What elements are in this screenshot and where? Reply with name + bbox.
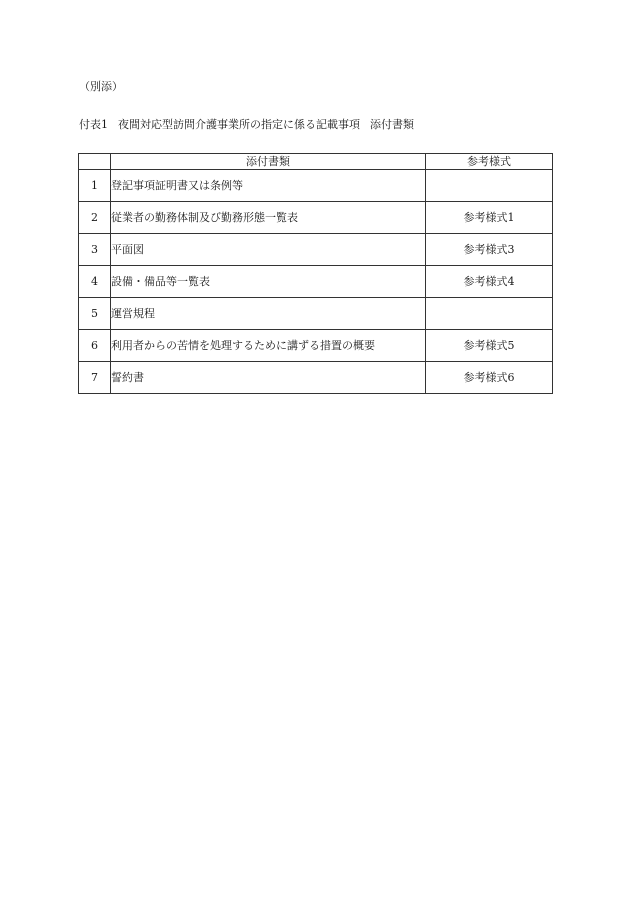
- caption-prefix: 付表1: [79, 118, 108, 131]
- row-reference-form: [426, 298, 553, 330]
- attachment-note: （別添）: [79, 80, 123, 93]
- table-row: [79, 298, 553, 330]
- row-reference-form: 参考様式6: [426, 362, 553, 394]
- row-reference-form: [426, 170, 553, 202]
- row-document: 設備・備品等一覧表: [111, 266, 426, 298]
- caption-title: 夜間対応型訪問介護事業所の指定に係る記載事項: [118, 118, 360, 131]
- row-document: 利用者からの苦情を処理するために講ずる措置の概要: [111, 330, 426, 362]
- table-row: [79, 202, 553, 234]
- attachment-documents-table: [78, 153, 553, 394]
- table-caption: [79, 118, 414, 132]
- row-document: 運営規程: [111, 298, 426, 330]
- row-reference-form: 参考様式5: [426, 330, 553, 362]
- caption-suffix: 添付書類: [370, 118, 414, 131]
- row-document: 登記事項証明書又は条例等: [111, 170, 426, 202]
- row-document: 誓約書: [111, 362, 426, 394]
- row-document: 平面図: [111, 234, 426, 266]
- table-row: [79, 266, 553, 298]
- header-documents: 添付書類: [111, 154, 426, 170]
- row-reference-form: 参考様式1: [426, 202, 553, 234]
- row-number: 7: [79, 362, 111, 394]
- table-row: [79, 170, 553, 202]
- row-number: 1: [79, 170, 111, 202]
- row-number: 3: [79, 234, 111, 266]
- table-row: [79, 330, 553, 362]
- table-header-row: [79, 154, 553, 170]
- row-reference-form: 参考様式4: [426, 266, 553, 298]
- row-number: 6: [79, 330, 111, 362]
- row-number: 4: [79, 266, 111, 298]
- row-document: 従業者の勤務体制及び勤務形態一覧表: [111, 202, 426, 234]
- row-number: 2: [79, 202, 111, 234]
- row-reference-form: 参考様式3: [426, 234, 553, 266]
- table-row: [79, 234, 553, 266]
- header-number: [79, 154, 111, 170]
- header-reference-form: 参考様式: [426, 154, 553, 170]
- row-number: 5: [79, 298, 111, 330]
- table-row: [79, 362, 553, 394]
